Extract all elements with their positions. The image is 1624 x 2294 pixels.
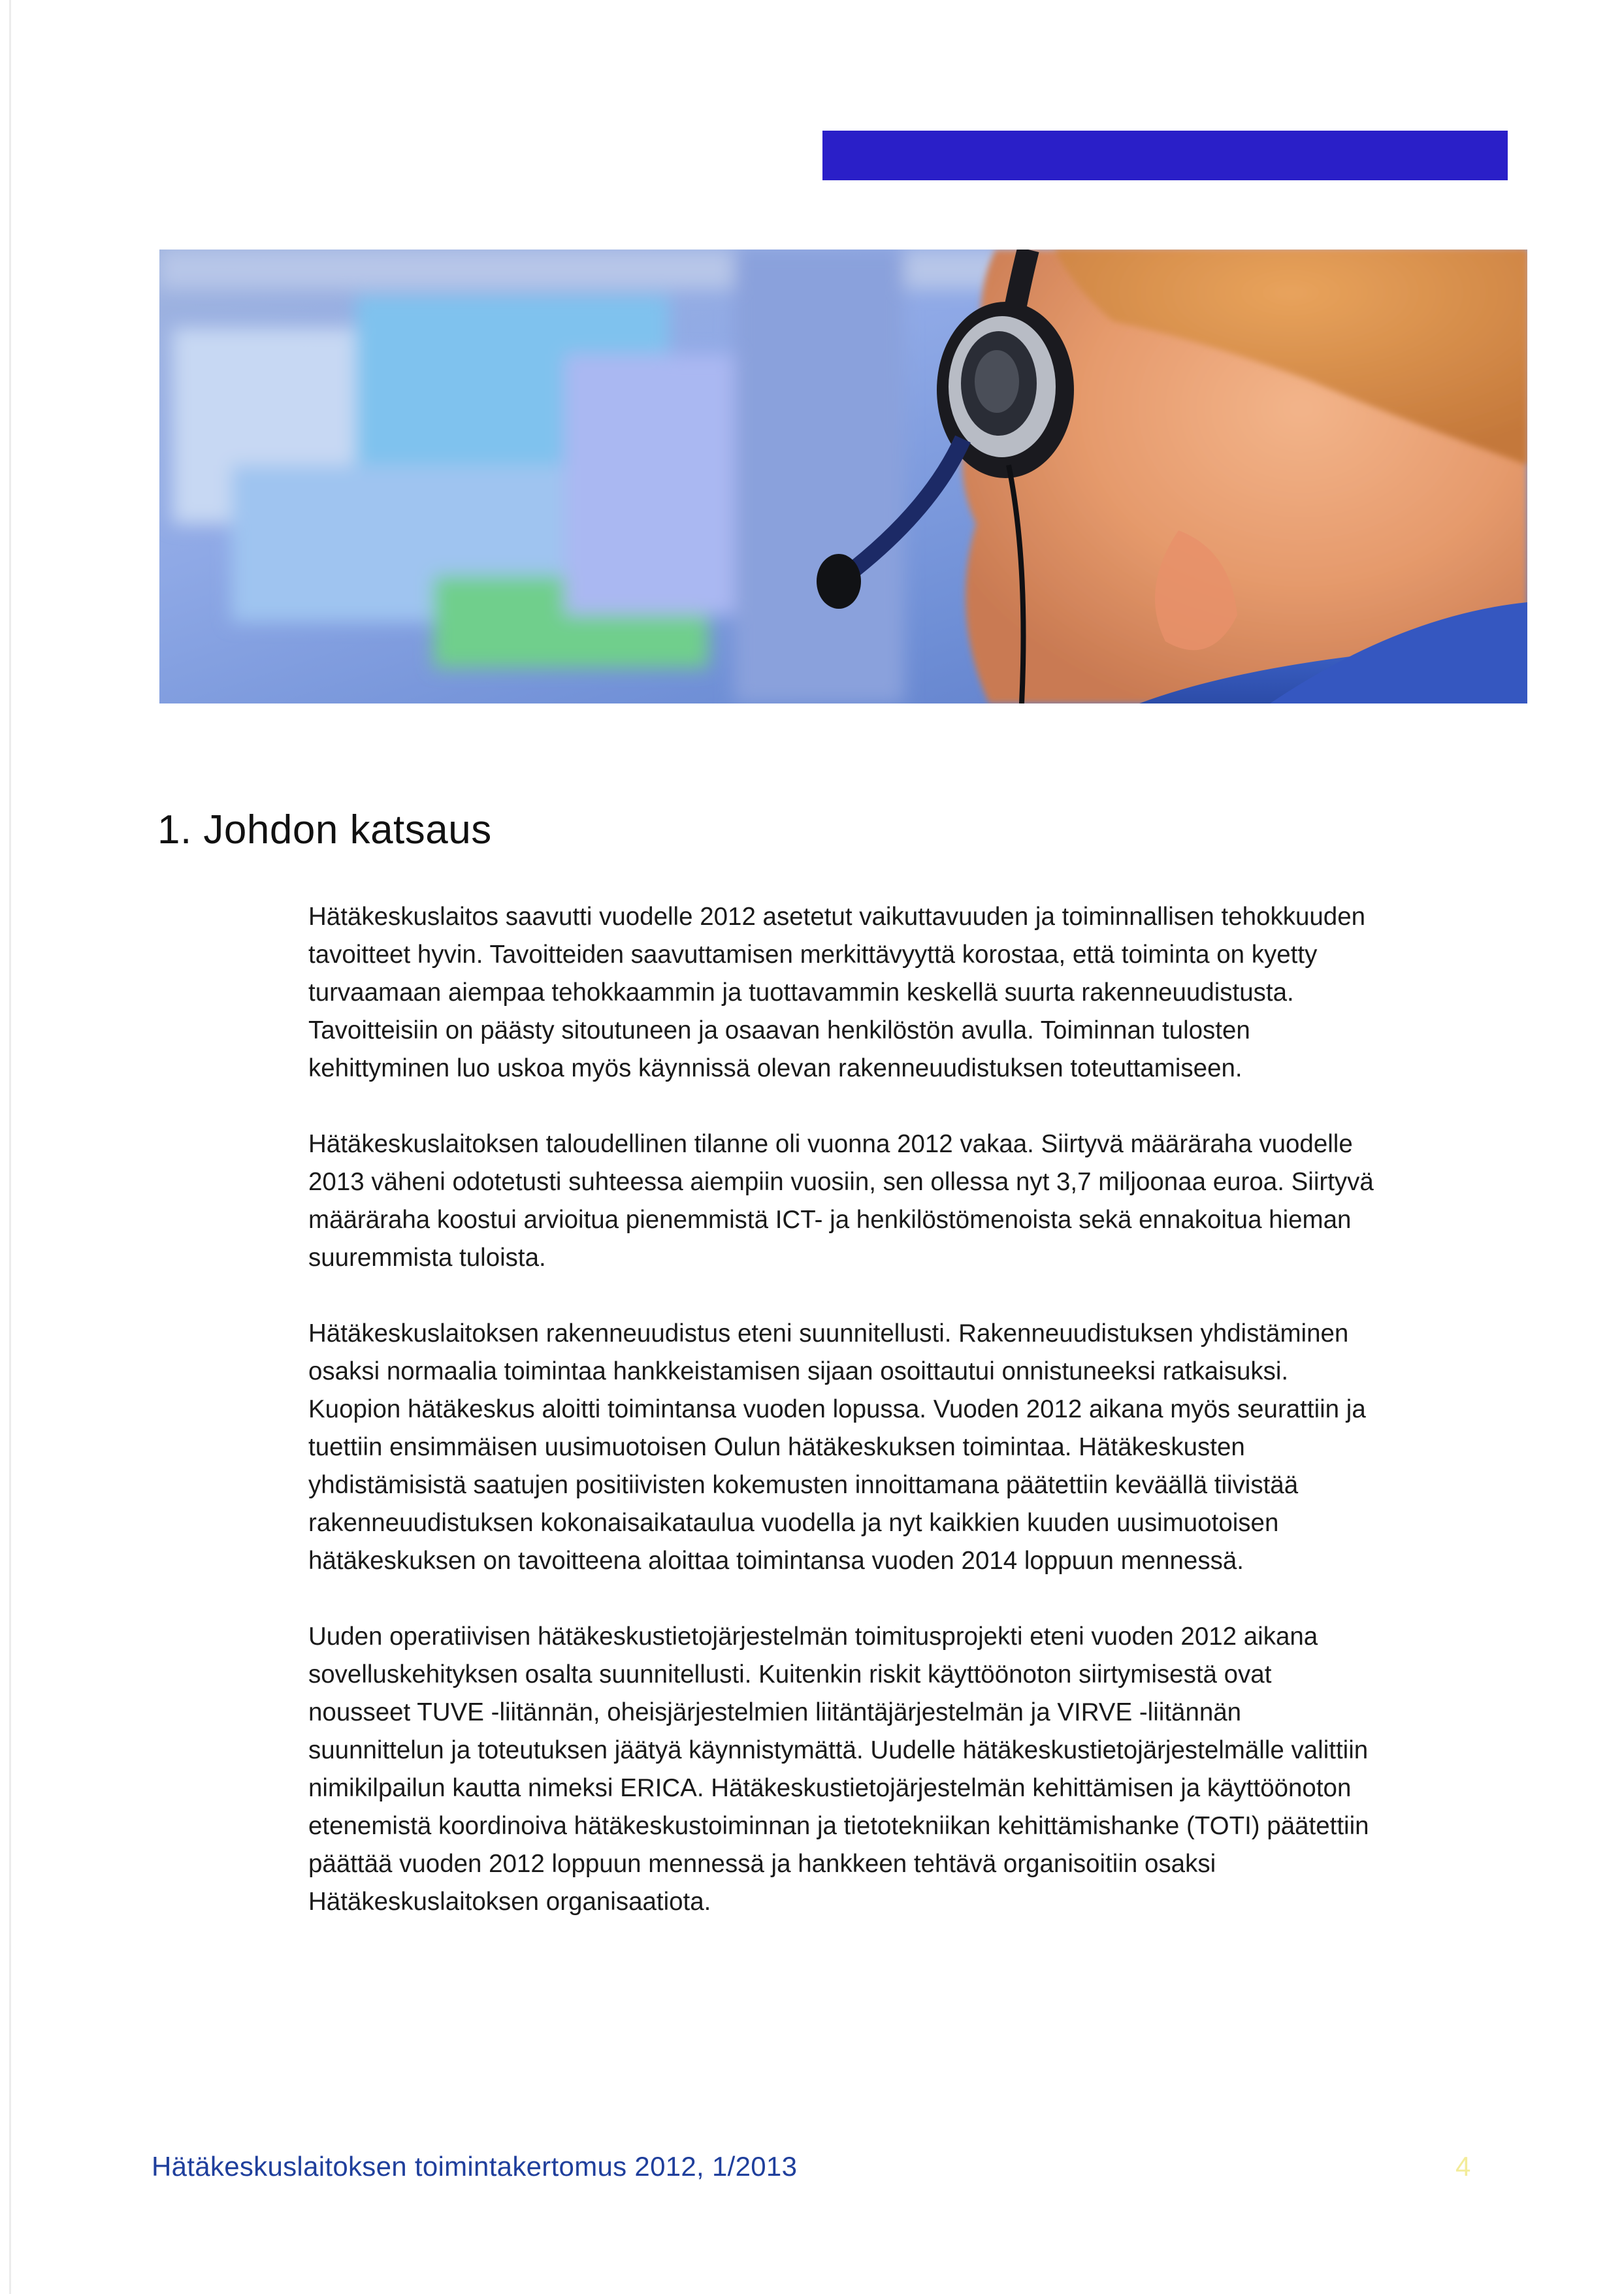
header-color-bar xyxy=(822,131,1508,180)
paragraph: Hätäkeskuslaitos saavutti vuodelle 2012 asetetut vaikuttavuuden ja toiminnallisen tehokkuuden tavoitteet hyvin. Tavoitteiden saavuttamisen merkittävyyttä korostaa, että toiminta on kyetty turvaamaan aiempaa tehokkaammin ja tuottavammin keskellä suurta rakenneuudistusta. Tavoitteisiin on päästy sitoutuneen ja osaavan henkilöstön avulla. Toiminnan tulosten kehittyminen luo uskoa myös käynnissä olevan rakenneuudistuksen toteuttamiseen. xyxy=(308,903,1366,1082)
scan-edge-line xyxy=(9,0,11,2294)
paragraph: Hätäkeskuslaitoksen taloudellinen tilanne oli vuonna 2012 vakaa. Siirtyvä määräraha vuodelle 2013 väheni odotetusti suhteessa aiempiin vuosiin, sen ollessa nyt 3,7 miljoonaa euroa. Siirtyvä määräraha koostui arvioitua pienemmistä ICT- ja henkilöstömenoista sekä ennakoitua hieman suuremmista tuloista. xyxy=(308,1130,1374,1272)
footer-document-title: Hätäkeskuslaitoksen toimintakertomus 2012, 1/2013 xyxy=(152,2151,798,2182)
operator-headset-image xyxy=(159,250,1527,703)
paragraph: Hätäkeskuslaitoksen rakenneuudistus eteni suunnitellusti. Rakenneuudistuksen yhdistäminen osaksi normaalia toimintaa hankkeistamisen sijaan osoittautui onnistuneeksi ratkaisuksi. Kuopion hätäkeskus aloitti toimintansa vuoden lopussa. Vuoden 2012 aikana myös seurattiin ja tuettiin ensimmäisen uusimuotoisen Oulun hätäkeskuksen toimintaa. Hätäkeskusten yhdistämisistä saatujen positiivisten kokemusten innoittamana päätettiin keväällä tiivistää rakenneuudistuksen kokonaisaikataulua vuodella ja nyt kaikkien kuuden uusimuotoisen hätäkeskuksen on tavoitteena aloittaa toimintansa vuoden 2014 loppuun mennessä. xyxy=(308,1319,1366,1575)
header-photo xyxy=(159,250,1527,703)
paragraph: Uuden operatiivisen hätäkeskustietojärjestelmän toimitusprojekti eteni vuoden 2012 aikana sovelluskehityksen osalta suunnitellusti. Kuitenkin riskit käyttöönoton siirtymisestä ovat nousseet TUVE -liitännän, oheisjärjestelmien liitäntäjärjestelmän ja VIRVE -liitännän suunnittelun ja toteutuksen jäätyä käynnistymättä. Uudelle hätäkeskustietojärjestelmälle valittiin nimikilpailun kautta nimeksi ERICA. Hätäkeskustietojärjestelmän kehittämisen ja käyttöönoton etenemistä koordinoiva hätäkeskustoiminnan ja tietotekniikan kehittämishanke (TOTI) päätettiin päättää vuoden 2012 loppuun mennessä ja hankkeen tehtävä organisoitiin osaksi Hätäkeskuslaitoksen organisaatiota. xyxy=(308,1623,1369,1916)
section-heading: 1. Johdon katsaus xyxy=(157,807,492,852)
page-number: 4 xyxy=(1455,2151,1471,2182)
body-text xyxy=(308,898,1497,1959)
